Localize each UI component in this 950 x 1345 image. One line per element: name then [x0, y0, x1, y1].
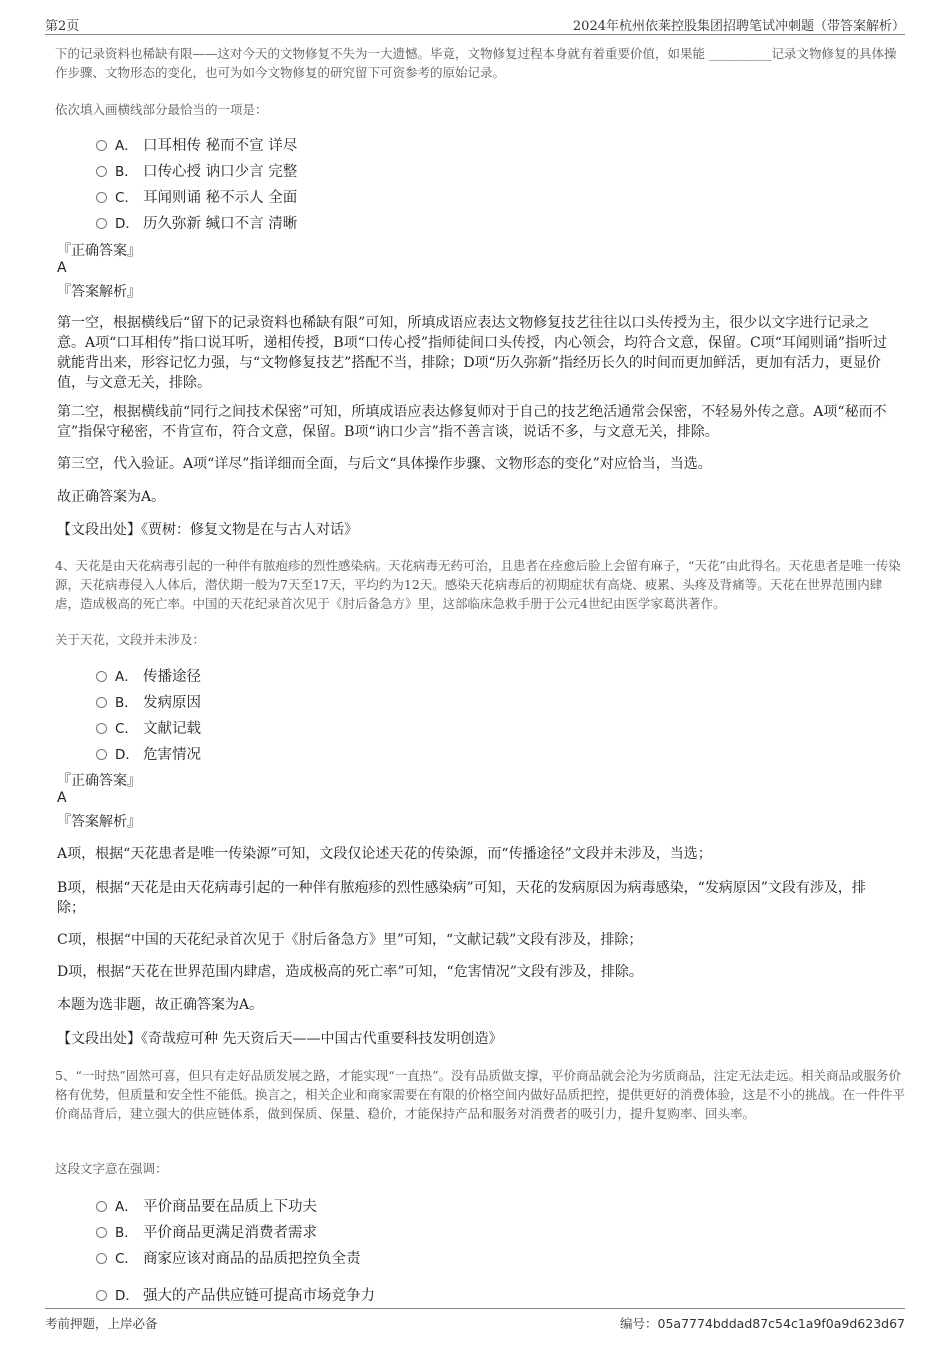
q3-analysis-2: 第二空，根据横线前“同行之间技术保密”可知，所填成语应表达修复师对于自己的技艺绝活通常会保密，不轻易外传之意。A项“秘而不宣”指保守秘密，不肯宣布，符合文意，保留。B项“讷口少言”指不善言谈，说话不多，与文意无关，排除。	[57, 404, 887, 440]
q5-passage: 5、“一时热”固然可喜，但只有走好品质发展之路，才能实现“一直热”。没有品质做支撑，平价商品就会沦为劣质商品，注定无法走远。相关商品或服务价格有优势，但质量和安全性不能低。换言之，相关企业和商家需要在有限的价格空间内做好品质把控，提供更好的消费体验，这是不小的挑战。在一件件平价商品背后，建立强大的供应链体系，做到保质、保量、稳价，才能保持产品和服务对消费者的吸引力，提升复购率、回头率。	[55, 1068, 906, 1121]
q4-option-b[interactable]: B． 发病原因	[96, 691, 201, 713]
q4-analysis-4: D项，根据“天花在世界范围内肆虐，造成极高的死亡率”可知，“危害情况”文段有涉及，排除。	[57, 964, 643, 980]
q3-option-a[interactable]: A． 口耳相传 秘而不宣 详尽	[96, 134, 297, 156]
q4-analysis-5: 本题为选非题，故正确答案为A。	[57, 997, 264, 1013]
q5-option-b[interactable]: B． 平价商品更满足消费者需求	[96, 1221, 317, 1243]
radio-icon[interactable]	[96, 166, 107, 177]
q3-analysis-1: 第一空，根据横线后“留下的记录资料也稀缺有限”可知，所填成语应表达文物修复技艺往往以口头传授为主，很少以文字进行记录之意。A项“口耳相传”指口说耳听，递相传授，B项“口传心授”指师徒间口头传授，内心领会，均符合文意，保留。C项“耳闻则诵”指听过就能背出来，形容记忆力强，与“文物修复技艺”搭配不当，排除；D项“历久弥新”指经历长久的时间而更加鲜活，更加有活力，更显价值，与文意无关，排除。	[57, 315, 888, 391]
page-number: 第2页	[45, 19, 80, 34]
radio-icon[interactable]	[96, 1201, 107, 1212]
q4-analysis-1: A项，根据“天花患者是唯一传染源”可知，文段仅论述天花的传染源，而“传播途径”文段并未涉及，当选；	[57, 846, 712, 862]
q4-option-a[interactable]: A． 传播途径	[96, 665, 201, 687]
radio-icon[interactable]	[96, 723, 107, 734]
q4-answer: A	[57, 790, 67, 806]
q5-option-a[interactable]: A． 平价商品要在品质上下功夫	[96, 1195, 317, 1217]
q3-analysis-3: 第三空，代入验证。A项“详尽”指详细而全面，与后文“具体操作步骤、文物形态的变化”对应恰当，当选。	[57, 456, 712, 472]
document-title: 2024年杭州依莱控股集团招聘笔试冲刺题（带答案解析）	[572, 19, 905, 34]
document-id: 编号：05a7774bddad87c54c1a9f0a9d623d67	[619, 1316, 905, 1331]
q3-passage-tail: 下的记录资料也稀缺有限——这对今天的文物修复不失为一大遗憾。毕竟，文物修复过程本身就有着重要价值，如果能 __________记录文物修复的具体操作步骤、文物形态的变化，也可为如今文物修复的研究留下可资参考的原始记录。	[55, 46, 897, 80]
q3-answer: A	[57, 260, 67, 276]
q3-option-b[interactable]: B． 口传心授 讷口少言 完整	[96, 160, 297, 182]
radio-icon[interactable]	[96, 1253, 107, 1264]
q3-analysis-4: 故正确答案为A。	[57, 489, 166, 505]
q4-answer-label: 『正确答案』	[57, 773, 141, 789]
radio-icon[interactable]	[96, 1227, 107, 1238]
radio-icon[interactable]	[96, 218, 107, 229]
q3-option-d[interactable]: D． 历久弥新 缄口不言 清晰	[96, 212, 297, 234]
radio-icon[interactable]	[96, 1290, 107, 1301]
page-footer	[45, 1308, 905, 1333]
q3-analysis-label: 『答案解析』	[57, 284, 141, 300]
q5-option-c[interactable]: C． 商家应该对商品的品质把控负全责	[96, 1247, 361, 1269]
radio-icon[interactable]	[96, 140, 107, 151]
q3-answer-label: 『正确答案』	[57, 243, 141, 259]
q3-prompt: 依次填入画横线部分最恰当的一项是：	[55, 102, 268, 117]
q4-passage: 4、天花是由天花病毒引起的一种伴有脓疱疹的烈性感染病。天花病毒无药可治，且患者在痊愈后脸上会留有麻子，“天花”由此得名。天花患者是唯一传染源，天花病毒侵入人体后，潜伏期一般为7天至17天，平均约为12天。感染天花病毒后的初期症状有高烧、疲累、头疼及背痛等。天花在世界范围内肆虐，造成极高的死亡率。中国的天花纪录首次见于《肘后备急方》里，这部临床急救手册于公元4世纪由医学家葛洪著作。	[55, 558, 901, 611]
radio-icon[interactable]	[96, 749, 107, 760]
radio-icon[interactable]	[96, 671, 107, 682]
page-header	[45, 12, 905, 35]
radio-icon[interactable]	[96, 697, 107, 708]
q4-analysis-2: B项，根据“天花是由天花病毒引起的一种伴有脓疱疹的烈性感染病”可知，天花的发病原因为病毒感染，“发病原因”文段有涉及，排除；	[57, 880, 866, 916]
q3-option-c[interactable]: C． 耳闻则诵 秘不示人 全面	[96, 186, 297, 208]
radio-icon[interactable]	[96, 192, 107, 203]
q5-prompt: 这段文字意在强调：	[55, 1161, 168, 1176]
q5-option-d[interactable]: D． 强大的产品供应链可提高市场竞争力	[96, 1284, 375, 1306]
q4-analysis-label: 『答案解析』	[57, 814, 141, 830]
q4-option-c[interactable]: C． 文献记载	[96, 717, 201, 739]
q3-source: 【文段出处】《贾树：修复文物是在与古人对话》	[57, 522, 358, 538]
q4-source: 【文段出处】《奇哉痘可种 先天资后天——中国古代重要科技发明创造》	[57, 1031, 503, 1047]
q4-prompt: 关于天花，文段并未涉及：	[55, 632, 206, 647]
footer-slogan: 考前押题，上岸必备	[45, 1316, 158, 1331]
q4-option-d[interactable]: D． 危害情况	[96, 743, 201, 765]
q4-analysis-3: C项，根据“中国的天花纪录首次见于《肘后备急方》里”可知，“文献记载”文段有涉及，排除；	[57, 932, 643, 948]
